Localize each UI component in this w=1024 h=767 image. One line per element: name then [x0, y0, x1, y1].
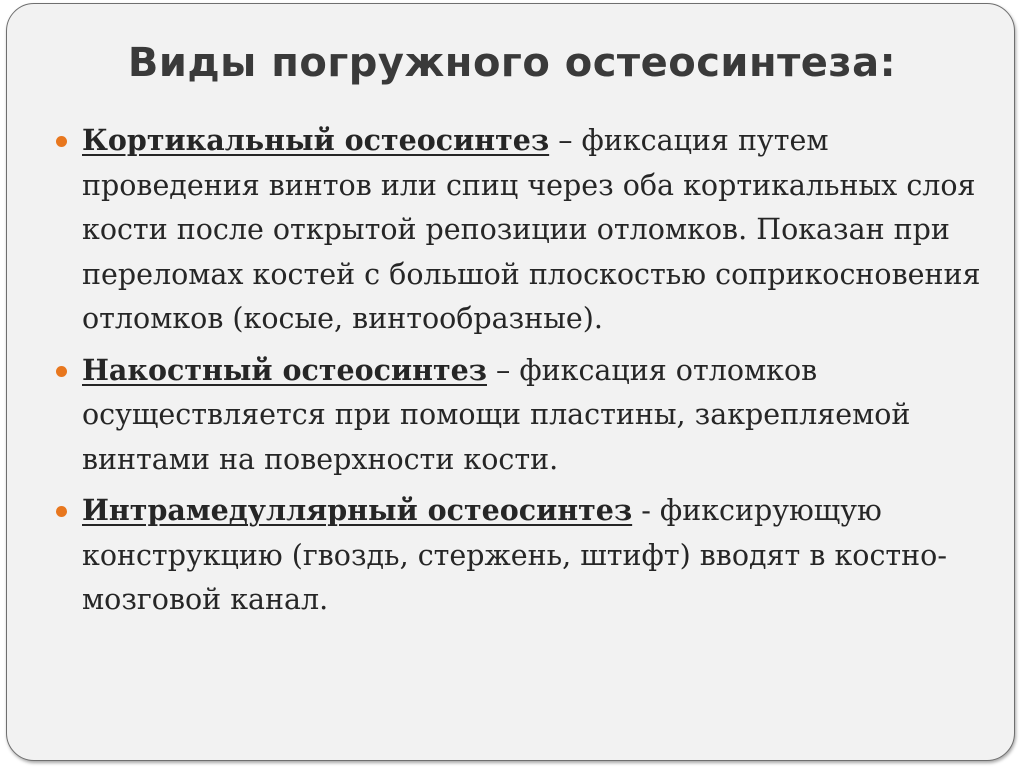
- bullet-text: – фиксация отломков осуществляется при помощи пластины, закрепляемой винтами на поверхности кости.: [82, 353, 911, 476]
- bullet-item-plating: [56, 348, 986, 483]
- bullet-dot-icon: [56, 366, 67, 377]
- bullet-term: Интрамедуллярный остеосинтез: [82, 493, 633, 527]
- bullet-term: Накостный остеосинтез: [82, 352, 487, 387]
- slide-title: Виды погружного остеосинтеза:: [127, 40, 897, 86]
- bullet-item-cortical: [56, 118, 986, 342]
- bullet-term: Кортикальный остеосинтез: [82, 123, 550, 157]
- bullet-dot-icon: [56, 136, 67, 147]
- bullet-dot-icon: [56, 506, 67, 517]
- bullet-text: - фиксирующую конструкцию (гвоздь, стержень, штифт) вводят в костно-мозговой канал.: [82, 494, 947, 616]
- bullet-list: [56, 118, 986, 629]
- bullet-item-intramedullary: [56, 488, 986, 623]
- bullet-text: – фиксация путем проведения винтов или спиц через оба кортикальных слоя кости после открытой репозиции отломков. Показан при переломах костей с большой плоскостью соприкосновения отломков (косые, винтообразные).: [82, 124, 981, 335]
